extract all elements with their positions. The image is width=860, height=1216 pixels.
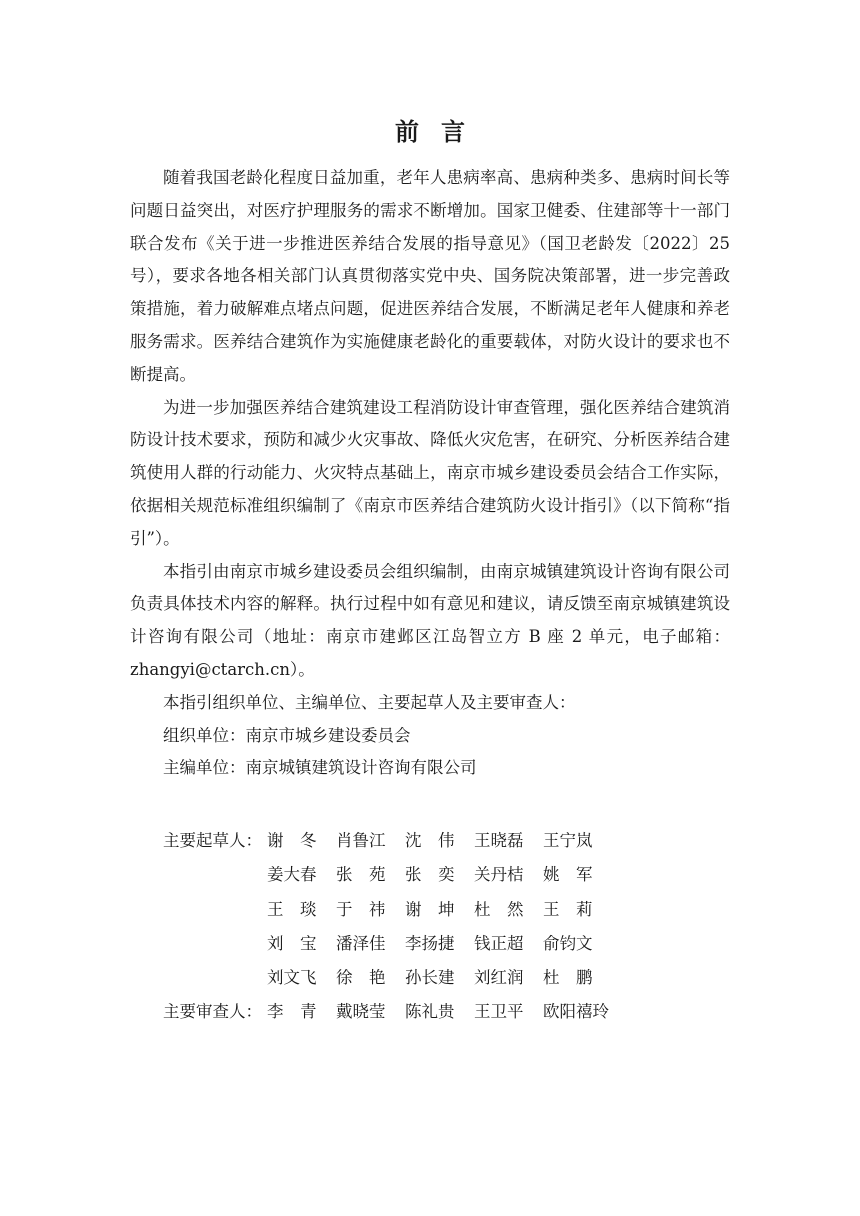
organizer-line: 组织单位：南京市城乡建设委员会 [163, 725, 411, 745]
page-title: 前言 [395, 118, 487, 146]
drafter-name: 孙长建 [405, 968, 455, 988]
personnel-roster [163, 824, 633, 1030]
drafter-name: 王 琰 [267, 899, 317, 919]
drafter-name: 王晓磊 [474, 831, 524, 850]
chief-editor-line: 主编单位：南京城镇建筑设计咨询有限公司 [163, 758, 477, 778]
drafter-name: 谢 冬 [267, 831, 317, 850]
drafter-name: 潘泽佳 [336, 933, 386, 953]
paragraph-contact: 本指引由南京市城乡建设委员会组织编制，由南京城镇建筑设计咨询有限公司负责具体技术内容的解释。执行过程中如有意见和建议，请反馈至南京城镇建筑设计咨询有限公司（地址：南京市建邺区江岛智立方 B 座 2 单元，电子邮箱：zhangyi@ctarch.cn）。 [130, 561, 730, 679]
drafters-label: 主要起草人： [163, 831, 262, 850]
document-body [130, 162, 730, 785]
drafter-name: 关丹桔 [474, 865, 524, 885]
drafter-name: 张 苑 [336, 865, 386, 885]
drafters-row [163, 927, 633, 961]
drafter-name: 刘文飞 [267, 968, 317, 988]
drafter-name: 杜 鹏 [543, 968, 593, 988]
drafters-row [163, 961, 633, 995]
reviewer-name: 戴晓莹 [336, 1002, 386, 1022]
drafter-name: 刘红润 [474, 968, 524, 988]
drafters-row [163, 893, 633, 927]
drafter-name: 姜大春 [267, 865, 317, 885]
drafter-name: 徐 艳 [336, 968, 386, 988]
drafter-name: 沈 伟 [405, 831, 455, 850]
reviewer-name: 陈礼贵 [405, 1002, 455, 1022]
reviewer-name: 李 青 [267, 1002, 317, 1022]
drafter-name: 姚 军 [543, 865, 593, 885]
drafter-name: 张 奕 [405, 865, 455, 885]
drafter-name: 王宁岚 [543, 831, 593, 850]
drafter-name: 钱正超 [474, 933, 524, 953]
drafter-name: 俞钧文 [543, 933, 593, 953]
drafters-row [163, 824, 633, 858]
paragraph-background: 随着我国老龄化程度日益加重，老年人患病率高、患病种类多、患病时间长等问题日益突出，对医疗护理服务的需求不断增加。国家卫健委、住建部等十一部门联合发布《关于进一步推进医养结合发展的指导意见》（国卫老龄发〔2022〕25 号），要求各地各相关部门认真贯彻落实党中央、国务院决策部署，进一步完善政策措施，着力破解难点堵点问题，促进医养结合发展，不断满足老年人健康和养老服务需求。医养结合建筑作为实施健康老龄化的重要载体，对防火设计的要求也不断提高。 [130, 168, 730, 384]
reviewer-name: 欧阳禧玲 [543, 1002, 609, 1022]
drafter-name: 谢 坤 [405, 899, 455, 919]
drafter-name: 肖鲁江 [336, 831, 386, 850]
drafter-name: 李扬捷 [405, 933, 455, 953]
reviewers-label: 主要审查人： [163, 1002, 262, 1022]
paragraph-purpose: 为进一步加强医养结合建筑建设工程消防设计审查管理，强化医养结合建筑消防设计技术要求，预防和减少火灾事故、降低火灾危害，在研究、分析医养结合建筑使用人群的行动能力、火灾特点基础上，南京市城乡建设委员会结合工作实际，依据相关规范标准组织编制了《南京市医养结合建筑防火设计指引》（以下简称“指引”）。 [130, 397, 730, 548]
reviewer-name: 王卫平 [474, 1002, 524, 1022]
intro-line: 本指引组织单位、主编单位、主要起草人及主要审查人： [163, 692, 576, 712]
reviewers-row [163, 995, 633, 1029]
drafter-name: 杜 然 [474, 899, 524, 919]
drafters-row [163, 858, 633, 892]
drafter-name: 于 祎 [336, 899, 386, 919]
drafter-name: 刘 宝 [267, 933, 317, 953]
drafter-name: 王 莉 [543, 899, 593, 919]
